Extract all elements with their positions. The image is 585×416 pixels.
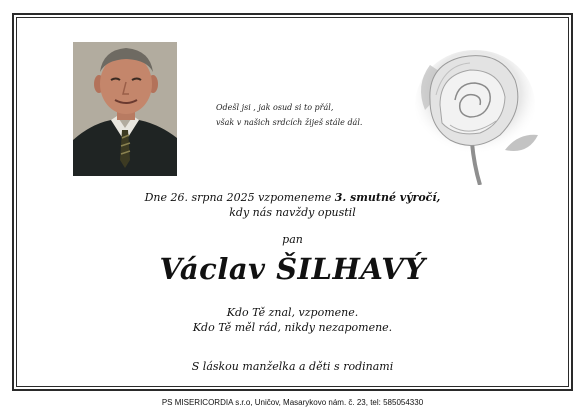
announcement-line-1 bbox=[0, 191, 585, 204]
announcement-line-2: kdy nás navždy opustil bbox=[229, 206, 356, 219]
footer-contact: PS MISERICORDIA s.r.o, Uničov, Masarykovo nám. č. 23, tel: 585054330 bbox=[161, 398, 424, 407]
memorial-line-1: Kdo Tě znal, vzpomene. bbox=[226, 306, 359, 319]
signature: S láskou manželka a děti s rodinami bbox=[191, 360, 394, 373]
poem bbox=[216, 100, 416, 130]
deceased-name: Václav ŠILHAVÝ bbox=[159, 252, 426, 286]
anniversary-highlight: 3. smutné výročí, bbox=[334, 191, 441, 204]
poem-line-1: Odešl jsi , jak osud si to přál, bbox=[216, 103, 334, 112]
honorific-title: pan bbox=[282, 233, 303, 246]
portrait-photo bbox=[73, 42, 177, 176]
rose-image bbox=[400, 35, 540, 185]
poem-line-2: však v našich srdcích žiješ stále dál. bbox=[216, 118, 363, 127]
memorial-line-2: Kdo Tě měl rád, nikdy nezapomene. bbox=[192, 321, 393, 334]
announcement-line-1-text: Dne 26. srpna 2025 vzpomeneme bbox=[144, 191, 335, 204]
